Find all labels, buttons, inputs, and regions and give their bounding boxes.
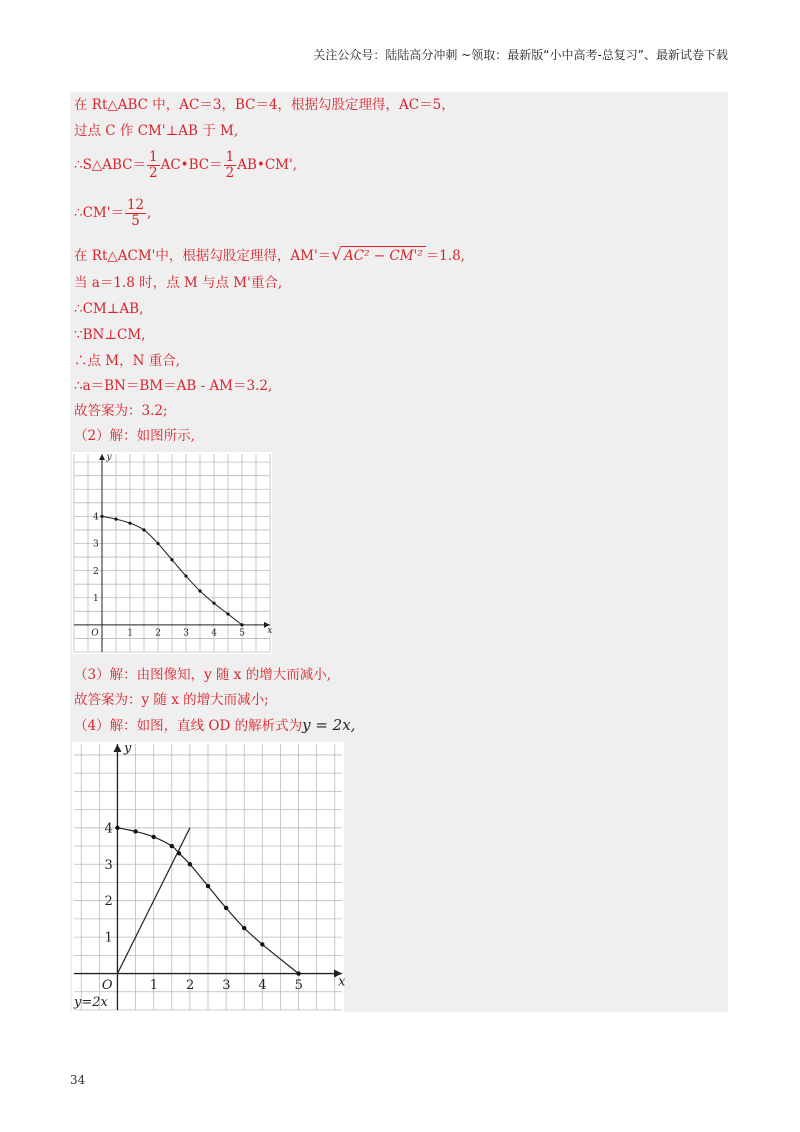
data-point: [170, 844, 174, 848]
data-point: [242, 926, 246, 930]
y-tick-label: 1: [93, 593, 99, 604]
text: 在 Rt△ACM'中，根据勾股定理得，AM'＝: [74, 248, 332, 264]
y-tick-label: 3: [104, 857, 113, 873]
data-point: [226, 612, 229, 615]
data-point: [170, 558, 173, 561]
y-tick-label: 1: [104, 930, 113, 946]
fraction: [125, 198, 146, 229]
fraction-numerator: 12: [126, 197, 145, 213]
text: ∴CM'＝: [74, 205, 124, 221]
data-point: [224, 906, 228, 910]
graph-1-svg: [72, 452, 272, 654]
solution-line: ∵BN⊥CM,: [74, 327, 146, 343]
y-axis-label: y: [106, 452, 112, 463]
x-tick-label: 4: [258, 978, 267, 994]
x-axis-label: x: [267, 625, 273, 636]
y-tick-label: 2: [93, 566, 99, 577]
text: （4）解：如图，直线 OD 的解析式为: [74, 718, 303, 734]
fraction-denominator: 2: [148, 165, 158, 181]
graph-2-svg: [72, 742, 344, 1012]
solution-line-area: [74, 150, 297, 181]
data-point: [128, 522, 131, 525]
y-axis-arrow: [113, 744, 121, 752]
origin-label: O: [91, 628, 99, 639]
data-point: [296, 971, 300, 975]
data-point: [151, 835, 155, 839]
data-point: [156, 542, 159, 545]
data-point: [114, 517, 117, 520]
x-tick-label: 1: [127, 628, 134, 639]
fraction-numerator: 1: [225, 149, 235, 165]
y-axis-label: y: [123, 740, 132, 756]
solution-line: （3）解：由图像知，y 随 x 的增大而减小,: [74, 667, 331, 683]
solution-line: 故答案为：3.2;: [74, 403, 168, 419]
equation: y = 2x,: [302, 716, 356, 734]
page-header: 关注公众号：陆陆高分冲刺 ~领取：最新版“小中高考-总复习”、最新试卷下载: [313, 48, 728, 62]
text: ,: [147, 205, 152, 221]
x-tick-label: 2: [185, 978, 195, 994]
fraction-denominator: 5: [131, 213, 140, 229]
solution-line: ∴a＝BN＝BM＝AB - AM＝3.2,: [74, 378, 273, 394]
solution-line-od: [74, 716, 355, 735]
data-point: [177, 851, 181, 855]
x-tick-label: 5: [294, 978, 303, 994]
data-point: [198, 589, 201, 592]
x-tick-label: 1: [149, 978, 159, 994]
x-tick-label: 5: [239, 628, 246, 639]
solution-line: 当 a＝1.8 时，点 M 与点 M'重合,: [74, 275, 283, 291]
graph-1: [72, 452, 272, 654]
x-tick-label: 2: [155, 628, 162, 639]
origin-label: O: [101, 978, 113, 994]
x-tick-label: 3: [222, 978, 231, 994]
sqrt-body: AC² − CM'²: [341, 246, 426, 265]
fraction: [147, 150, 160, 181]
text: AC•BC＝: [160, 157, 223, 173]
data-point: [260, 942, 264, 946]
solution-line: 在 Rt△ABC 中，AC＝3，BC＝4，根据勾股定理得，AC＝5，: [74, 97, 455, 113]
data-point: [100, 515, 103, 518]
solution-line: ∴点 M，N 重合,: [74, 353, 181, 369]
sqrt-symbol: √: [331, 245, 343, 265]
text: ＝1.8,: [425, 248, 465, 264]
y-tick-label: 2: [104, 894, 113, 910]
data-point: [133, 829, 137, 833]
text: ∴S△ABC＝: [74, 157, 146, 173]
solution-line: 故答案为：y 随 x 的增大而减小;: [74, 692, 269, 708]
data-point: [206, 884, 210, 888]
data-point: [188, 862, 192, 866]
line-label: y=2x: [74, 995, 108, 1010]
data-point: [142, 528, 145, 531]
solution-line: （2）解：如图所示,: [74, 428, 195, 444]
solution-block: [70, 92, 728, 1012]
fraction-denominator: 2: [225, 165, 235, 181]
fraction-numerator: 1: [148, 149, 158, 165]
solution-line-am: [74, 246, 465, 265]
x-tick-label: 4: [211, 628, 218, 639]
solution-line: 过点 C 作 CM'⊥AB 于 M,: [74, 123, 239, 139]
y-tick-label: 4: [93, 512, 99, 523]
page-number: 34: [70, 1073, 86, 1087]
y-tick-label: 3: [93, 539, 99, 550]
graph-2: [72, 742, 344, 1012]
y-axis-arrow: [99, 454, 105, 460]
data-point: [184, 574, 187, 577]
fraction: [224, 150, 237, 181]
data-point: [212, 602, 215, 605]
y-tick-label: 4: [104, 821, 113, 837]
text: AB•CM',: [237, 157, 298, 173]
x-axis-label: x: [338, 974, 346, 990]
solution-line: ∴CM⊥AB,: [74, 301, 144, 317]
x-tick-label: 3: [183, 628, 190, 639]
solution-line-cm: [74, 198, 151, 229]
data-point: [240, 623, 243, 626]
data-point: [115, 826, 119, 830]
